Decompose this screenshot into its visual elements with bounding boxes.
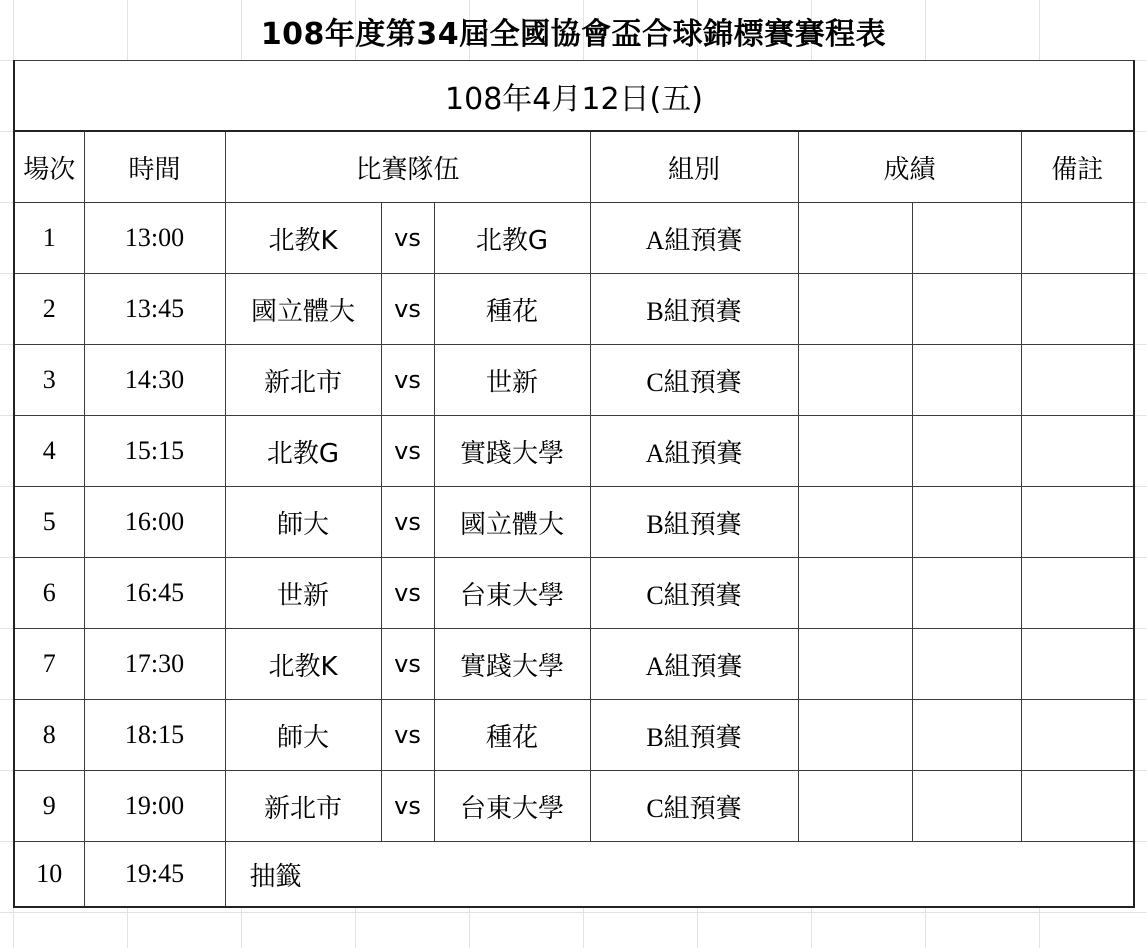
draw-row	[14, 842, 1134, 908]
score-away-cell	[912, 416, 1021, 487]
versus-label: vs	[381, 203, 434, 274]
page-title: 108年度第34屆全國協會盃合球錦標賽賽程表	[260, 17, 887, 52]
group-stage: 組預賽	[663, 509, 742, 540]
header-score: 成績	[798, 131, 1021, 203]
match-row	[14, 558, 1134, 629]
score-home-cell	[798, 274, 912, 345]
match-time: 19:00	[84, 771, 225, 842]
score-home-cell	[798, 629, 912, 700]
away-team: 實踐大學	[434, 629, 590, 700]
home-team: 師大	[225, 487, 381, 558]
game-number: 6	[14, 558, 84, 629]
score-away-cell	[912, 487, 1021, 558]
match-time: 15:15	[84, 416, 225, 487]
match-time: 19:45	[84, 842, 225, 908]
match-group	[590, 274, 798, 345]
remark-cell	[1021, 700, 1134, 771]
remark-cell	[1021, 274, 1134, 345]
match-group	[590, 629, 798, 700]
game-number: 1	[14, 203, 84, 274]
group-letter: C	[646, 580, 664, 610]
away-team: 台東大學	[434, 558, 590, 629]
match-row	[14, 203, 1134, 274]
date-row	[14, 61, 1134, 132]
score-home-cell	[798, 558, 912, 629]
match-row	[14, 487, 1134, 558]
match-row	[14, 700, 1134, 771]
versus-label: vs	[381, 416, 434, 487]
match-group	[590, 700, 798, 771]
group-stage: 組預賽	[664, 225, 743, 256]
group-stage: 組預賽	[664, 438, 743, 469]
match-group	[590, 558, 798, 629]
group-stage: 組預賽	[663, 367, 742, 398]
group-stage: 組預賽	[663, 793, 742, 824]
match-group	[590, 345, 798, 416]
header-group: 組別	[590, 131, 798, 203]
versus-label: vs	[381, 558, 434, 629]
match-time: 14:30	[84, 345, 225, 416]
remark-cell	[1021, 629, 1134, 700]
remark-cell	[1021, 203, 1134, 274]
score-home-cell	[798, 771, 912, 842]
game-number: 4	[14, 416, 84, 487]
score-away-cell	[912, 700, 1021, 771]
game-number: 3	[14, 345, 84, 416]
group-stage: 組預賽	[663, 580, 742, 611]
match-group	[590, 416, 798, 487]
remark-cell	[1021, 487, 1134, 558]
match-row	[14, 345, 1134, 416]
game-number: 5	[14, 487, 84, 558]
score-away-cell	[912, 558, 1021, 629]
header-time: 時間	[84, 131, 225, 203]
home-team: 北教K	[225, 203, 381, 274]
home-team: 國立體大	[225, 274, 381, 345]
match-time: 16:00	[84, 487, 225, 558]
versus-label: vs	[381, 274, 434, 345]
game-number: 2	[14, 274, 84, 345]
header-row	[14, 131, 1134, 203]
remark-cell	[1021, 771, 1134, 842]
away-team: 台東大學	[434, 771, 590, 842]
versus-label: vs	[381, 771, 434, 842]
match-row	[14, 274, 1134, 345]
home-team: 新北市	[225, 345, 381, 416]
away-team: 國立體大	[434, 487, 590, 558]
versus-label: vs	[381, 487, 434, 558]
away-team: 種花	[434, 700, 590, 771]
match-group	[590, 771, 798, 842]
header-teams: 比賽隊伍	[225, 131, 590, 203]
away-team: 北教G	[434, 203, 590, 274]
match-row	[14, 771, 1134, 842]
group-stage: 組預賽	[663, 722, 742, 753]
game-number: 7	[14, 629, 84, 700]
home-team: 世新	[225, 558, 381, 629]
score-away-cell	[912, 274, 1021, 345]
versus-label: vs	[381, 700, 434, 771]
remark-cell	[1021, 558, 1134, 629]
match-time: 13:45	[84, 274, 225, 345]
score-home-cell	[798, 416, 912, 487]
game-number: 10	[14, 842, 84, 908]
score-home-cell	[798, 700, 912, 771]
match-row	[14, 629, 1134, 700]
match-time: 16:45	[84, 558, 225, 629]
schedule-table	[13, 60, 1135, 908]
group-letter: B	[646, 296, 664, 326]
group-stage: 組預賽	[663, 296, 742, 327]
header-game-no: 場次	[14, 131, 84, 203]
group-letter: C	[646, 367, 664, 397]
score-away-cell	[912, 771, 1021, 842]
group-letter: B	[646, 509, 664, 539]
versus-label: vs	[381, 345, 434, 416]
home-team: 新北市	[225, 771, 381, 842]
match-time: 13:00	[84, 203, 225, 274]
game-number: 8	[14, 700, 84, 771]
away-team: 實踐大學	[434, 416, 590, 487]
score-home-cell	[798, 487, 912, 558]
match-time: 17:30	[84, 629, 225, 700]
away-team: 世新	[434, 345, 590, 416]
group-letter: A	[645, 438, 665, 468]
score-away-cell	[912, 345, 1021, 416]
draw-label: 抽籤	[225, 842, 1134, 908]
group-letter: C	[646, 793, 664, 823]
group-letter: B	[646, 722, 664, 752]
home-team: 師大	[225, 700, 381, 771]
header-remark: 備註	[1021, 131, 1134, 203]
group-stage: 組預賽	[664, 651, 743, 682]
match-group	[590, 487, 798, 558]
score-away-cell	[912, 203, 1021, 274]
match-time: 18:15	[84, 700, 225, 771]
group-letter: A	[645, 225, 665, 255]
match-group	[590, 203, 798, 274]
score-home-cell	[798, 345, 912, 416]
group-letter: A	[645, 651, 665, 681]
away-team: 種花	[434, 274, 590, 345]
remark-cell	[1021, 416, 1134, 487]
versus-label: vs	[381, 629, 434, 700]
match-row	[14, 416, 1134, 487]
home-team: 北教K	[225, 629, 381, 700]
home-team: 北教G	[225, 416, 381, 487]
score-away-cell	[912, 629, 1021, 700]
remark-cell	[1021, 345, 1134, 416]
score-home-cell	[798, 203, 912, 274]
game-number: 9	[14, 771, 84, 842]
schedule-date: 108年4月12日(五)	[14, 61, 1134, 132]
